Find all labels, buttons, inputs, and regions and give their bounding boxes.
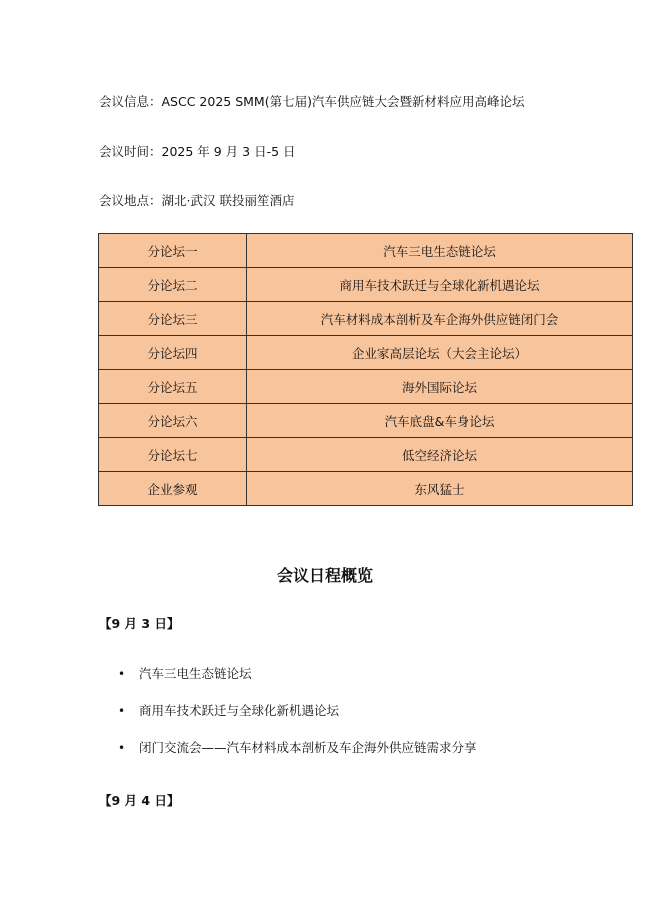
forum-label-cell: 分论坛三 bbox=[99, 302, 247, 336]
schedule-title: 会议日程概览 bbox=[276, 566, 373, 585]
forum-title-cell: 海外国际论坛 bbox=[247, 370, 633, 404]
list-item bbox=[118, 703, 477, 740]
table-row bbox=[99, 404, 633, 438]
forum-title-cell: 汽车材料成本剖析及车企海外供应链闭门会 bbox=[247, 302, 633, 336]
bullet-icon: • bbox=[118, 741, 126, 755]
day-heading: 【9 月 4 日】 bbox=[99, 793, 180, 808]
day-heading: 【9 月 3 日】 bbox=[99, 616, 180, 631]
agenda-item-text: 汽车三电生态链论坛 bbox=[139, 666, 252, 681]
forum-title-cell: 企业家高层论坛（大会主论坛） bbox=[247, 336, 633, 370]
bullet-icon: • bbox=[118, 667, 126, 681]
forum-label-cell: 分论坛四 bbox=[99, 336, 247, 370]
forum-label-cell: 企业参观 bbox=[99, 472, 247, 506]
forum-label-cell: 分论坛七 bbox=[99, 438, 247, 472]
forum-title-cell: 商用车技术跃迁与全球化新机遇论坛 bbox=[247, 268, 633, 302]
list-item bbox=[118, 666, 477, 703]
forum-title-cell: 汽车三电生态链论坛 bbox=[247, 234, 633, 268]
table-row bbox=[99, 302, 633, 336]
conference-name-line: 会议信息：ASCC 2025 SMM(第七届)汽车供应链大会暨新材料应用高峰论坛 bbox=[99, 94, 525, 109]
list-item bbox=[118, 740, 477, 777]
table-row bbox=[99, 234, 633, 268]
forum-table bbox=[98, 233, 633, 506]
forum-title-cell: 汽车底盘&车身论坛 bbox=[247, 404, 633, 438]
agenda-item-text: 商用车技术跃迁与全球化新机遇论坛 bbox=[139, 703, 340, 718]
bullet-icon: • bbox=[118, 704, 126, 718]
forum-label-cell: 分论坛一 bbox=[99, 234, 247, 268]
table-row bbox=[99, 438, 633, 472]
forum-label-cell: 分论坛二 bbox=[99, 268, 247, 302]
agenda-list bbox=[118, 666, 477, 777]
conference-time-line: 会议时间：2025 年 9 月 3 日-5 日 bbox=[99, 144, 296, 159]
conference-place-line: 会议地点：湖北·武汉 联投丽笙酒店 bbox=[99, 193, 295, 208]
forum-label-cell: 分论坛六 bbox=[99, 404, 247, 438]
table-row bbox=[99, 370, 633, 404]
forum-title-cell: 东风猛士 bbox=[247, 472, 633, 506]
forum-label-cell: 分论坛五 bbox=[99, 370, 247, 404]
table-row bbox=[99, 472, 633, 506]
agenda-item-text: 闭门交流会——汽车材料成本剖析及车企海外供应链需求分享 bbox=[139, 740, 477, 755]
forum-title-cell: 低空经济论坛 bbox=[247, 438, 633, 472]
table-row bbox=[99, 268, 633, 302]
table-row bbox=[99, 336, 633, 370]
